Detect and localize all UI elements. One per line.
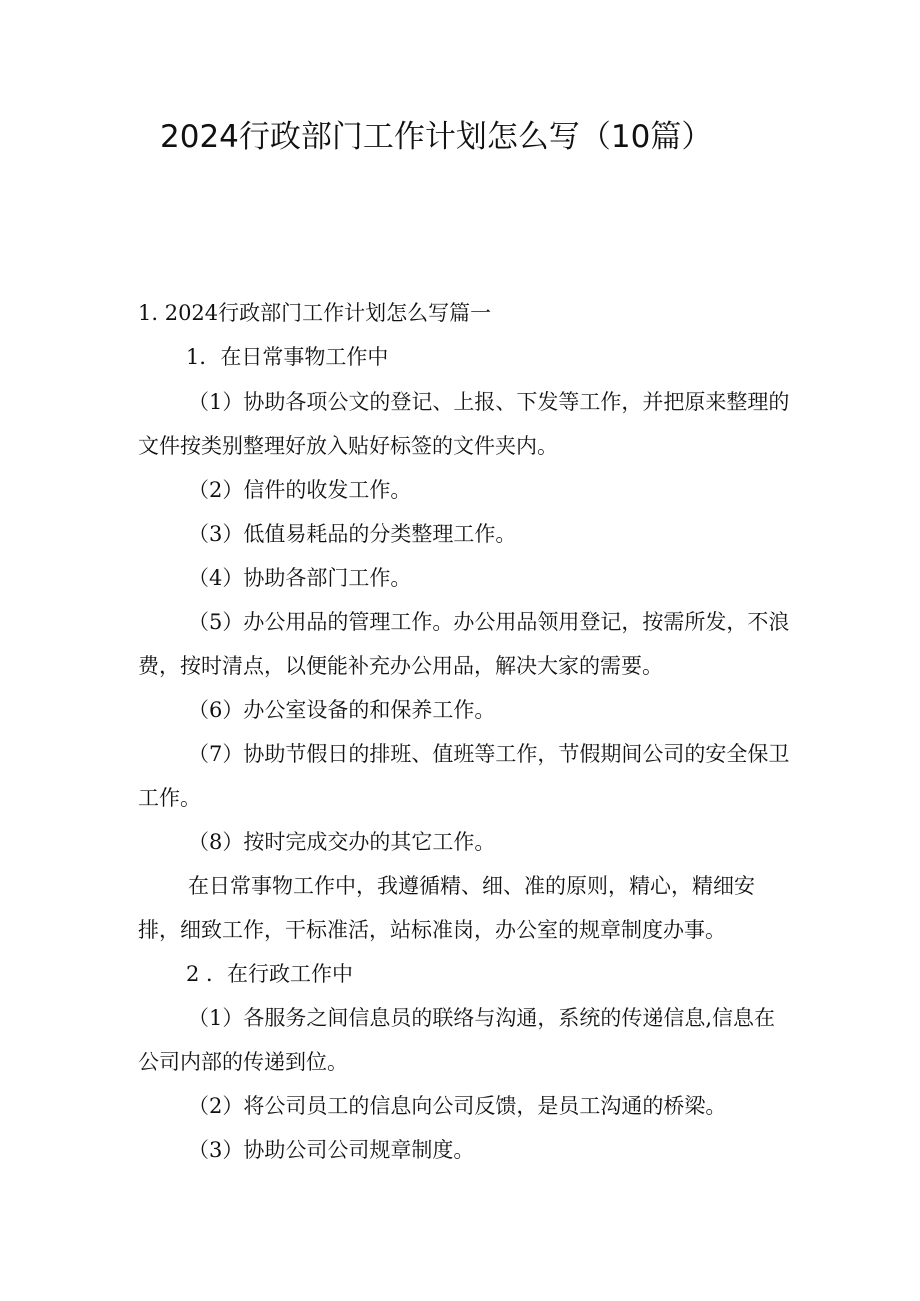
admin-item-1-line-2: 公司内部的传递到位。 — [138, 1050, 348, 1074]
admin-item-2: （2）将公司员工的信息向公司反馈，是员工沟通的桥梁。 — [188, 1094, 727, 1118]
section-heading: 1. 2024行政部门工作计划怎么写篇一 — [138, 301, 492, 325]
list-item-1-line-2: 文件按类别整理好放入贴好标签的文件夹内。 — [138, 434, 558, 458]
summary-paragraph-line-1: 在日常事物工作中，我遵循精、细、准的原则，精心，精细安 — [188, 874, 755, 898]
list-item-6: （6）办公室设备的和保养工作。 — [188, 698, 496, 722]
list-item-8: （8）按时完成交办的其它工作。 — [188, 830, 496, 854]
list-item-5-line-2: 费，按时清点，以便能补充办公用品，解决大家的需要。 — [138, 654, 663, 678]
document-title: 2024行政部门工作计划怎么写（10篇） — [160, 119, 713, 155]
list-item-3: （3）低值易耗品的分类整理工作。 — [188, 522, 517, 546]
summary-paragraph-line-2: 排，细致工作，干标准活，站标准岗，办公室的规章制度办事。 — [138, 918, 726, 942]
list-item-7-line-1: （7）协助节假日的排班、值班等工作，节假期间公司的安全保卫 — [188, 742, 790, 766]
list-item-1-line-1: （1）协助各项公文的登记、上报、下发等工作，并把原来整理的 — [188, 390, 790, 414]
list-item-4: （4）协助各部门工作。 — [188, 566, 412, 590]
admin-item-1-line-1: （1）各服务之间信息员的联络与沟通，系统的传递信息,信息在 — [188, 1006, 776, 1030]
list-item-7-line-2: 工作。 — [138, 786, 201, 810]
list-item-2: （2）信件的收发工作。 — [188, 478, 412, 502]
subsection-heading-daily: 1．在日常事物工作中 — [186, 345, 389, 369]
list-item-5-line-1: （5）办公用品的管理工作。办公用品领用登记，按需所发，不浪 — [188, 610, 790, 634]
admin-item-3: （3）协助公司公司规章制度。 — [188, 1138, 475, 1162]
subsection-heading-admin: 2 ．在行政工作中 — [186, 962, 354, 986]
